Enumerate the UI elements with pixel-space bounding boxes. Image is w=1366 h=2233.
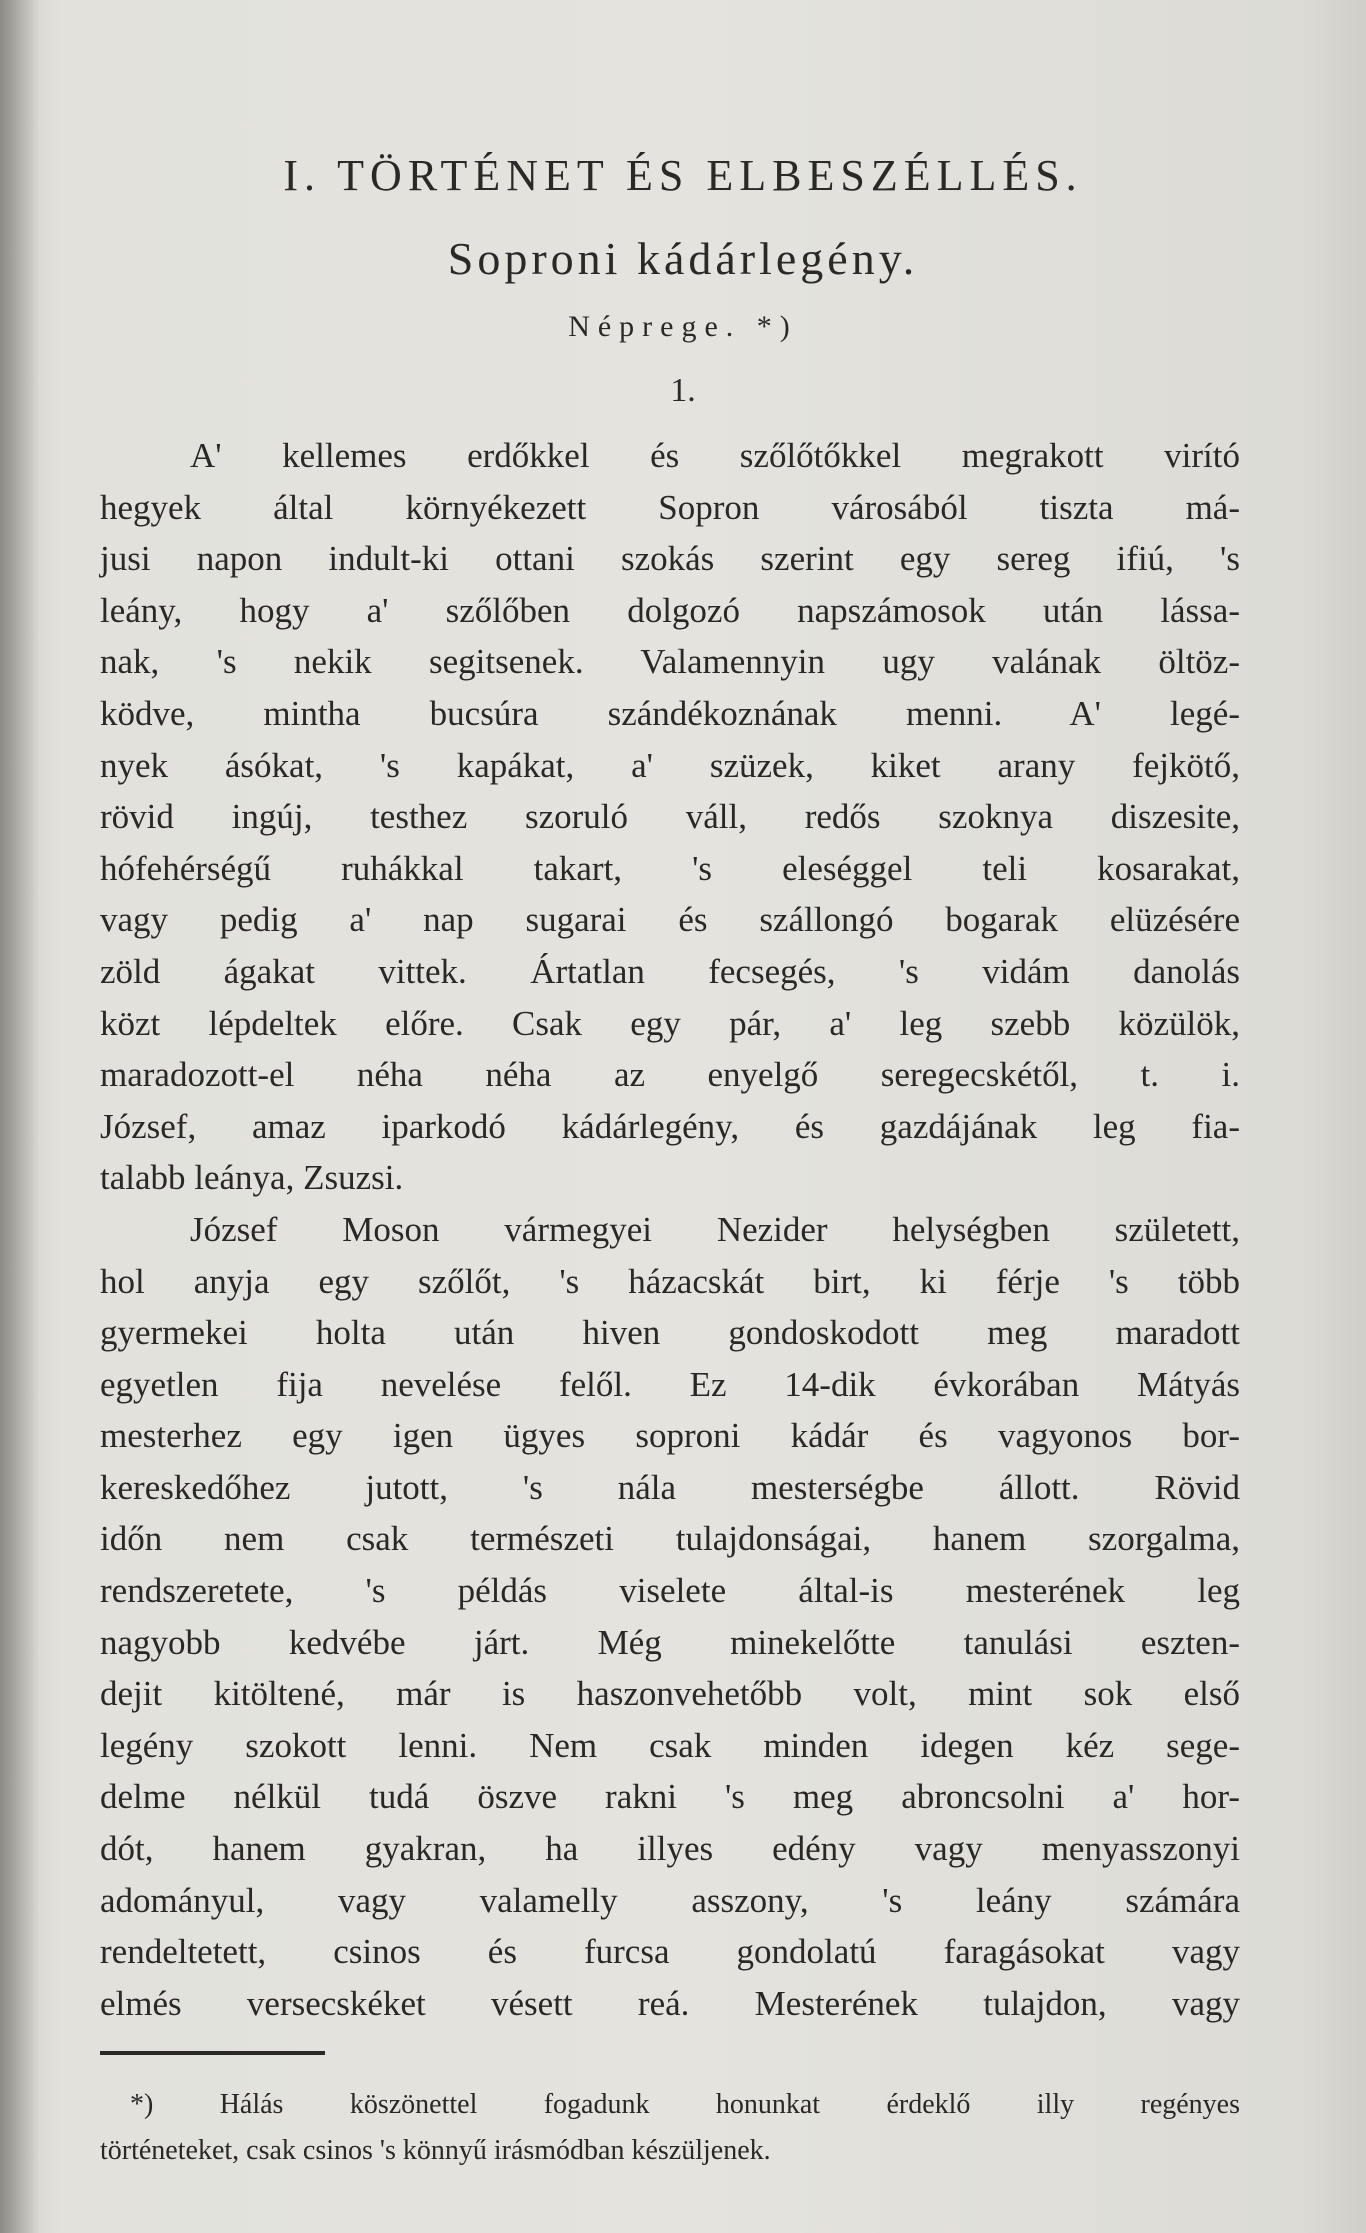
text-line: rövid ingúj, testhez szoruló váll, redős szoknya diszesite, bbox=[100, 797, 1240, 837]
text-line: József Moson vármegyei Nezider helységben született, bbox=[190, 1209, 1240, 1249]
footnote-rule bbox=[100, 2051, 325, 2055]
chapter-number: 1. bbox=[670, 372, 696, 409]
text-line: nagyobb kedvébe járt. Még minekelőtte tanulási eszten- bbox=[100, 1622, 1240, 1662]
footnote-line: történeteket, csak csinos 's könnyű irásmódban készüljenek. bbox=[100, 2135, 771, 2166]
text-line: közt lépdeltek előre. Csak egy pár, a' leg szebb közülök, bbox=[100, 1003, 1240, 1043]
story-subtitle: Néprege. *) bbox=[568, 310, 798, 343]
text-line: József, amaz iparkodó kádárlegény, és gazdájának leg fia- bbox=[100, 1106, 1240, 1146]
text-line: A' kellemes erdőkkel és szőlőtőkkel megrakott virító bbox=[190, 436, 1240, 475]
text-line: adományul, vagy valamelly asszony, 's leány számára bbox=[100, 1880, 1240, 1920]
footnote bbox=[100, 2082, 1240, 2174]
footnote-line: *) Hálás köszönettel fogadunk honunkat érdeklő illy regényes bbox=[130, 2089, 1240, 2120]
text-line: rendszeretete, 's példás viselete által-is mesterének leg bbox=[100, 1571, 1240, 1611]
text-line: vagy pedig a' nap sugarai és szállongó bogarak elüzésére bbox=[100, 900, 1240, 940]
text-line: mesterhez egy igen ügyes soproni kádár és vagyonos bor- bbox=[100, 1416, 1240, 1456]
text-line: nyek ásókat, 's kapákat, a' szüzek, kiket arany fejkötő, bbox=[100, 745, 1240, 785]
text-line: gyermekei holta után hiven gondoskodott meg maradott bbox=[100, 1313, 1240, 1353]
text-line: hegyek által környékezett Sopron városából tiszta má- bbox=[100, 487, 1240, 527]
text-line: delme nélkül tudá öszve rakni 's meg abroncsolni a' hor- bbox=[100, 1777, 1240, 1817]
text-line: nak, 's nekik segitsenek. Valamennyin ugy valának öltöz- bbox=[100, 642, 1240, 682]
section-heading: I. TÖRTÉNET ÉS ELBESZÉLLÉS. bbox=[283, 151, 1083, 200]
text-line: elmés versecskéket vésett reá. Mesterének tulajdon, vagy bbox=[100, 1983, 1240, 2023]
text-line: leány, hogy a' szőlőben dolgozó napszámosok után lássa- bbox=[100, 590, 1240, 630]
text-line: legény szokott lenni. Nem csak minden idegen kéz sege- bbox=[100, 1725, 1240, 1765]
body-text bbox=[100, 430, 1240, 2029]
text-line: kereskedőhez jutott, 's nála mesterségbe állott. Rövid bbox=[100, 1467, 1240, 1507]
text-line: dejit kitöltené, már is haszonvehetőbb volt, mint sok első bbox=[100, 1674, 1240, 1714]
text-line: egyetlen fija nevelése felől. Ez 14-dik évkorában Mátyás bbox=[100, 1364, 1240, 1404]
text-line: zöld ágakat vittek. Ártatlan fecsegés, 's vidám danolás bbox=[100, 951, 1240, 991]
text-line: jusi napon indult-ki ottani szokás szerint egy sereg ifiú, 's bbox=[100, 539, 1240, 579]
text-line: időn nem csak természeti tulajdonságai, hanem szorgalma, bbox=[100, 1519, 1240, 1559]
story-title: Soproni kádárlegény. bbox=[447, 233, 919, 284]
text-line: maradozott-el néha néha az enyelgő seregecskétől, t. i. bbox=[100, 1055, 1240, 1095]
text-line: hófehérségű ruhákkal takart, 's eleséggel teli kosarakat, bbox=[100, 848, 1240, 888]
text-line: hol anyja egy szőlőt, 's házacskát birt, ki férje 's több bbox=[100, 1261, 1240, 1301]
text-line: rendeltetett, csinos és furcsa gondolatú faragásokat vagy bbox=[100, 1932, 1240, 1972]
text-line: talabb leánya, Zsuzsi. bbox=[100, 1158, 404, 1198]
text-line: dót, hanem gyakran, ha illyes edény vagy menyasszonyi bbox=[100, 1829, 1240, 1869]
text-line: ködve, mintha bucsúra szándékoznának menni. A' legé- bbox=[100, 693, 1240, 733]
